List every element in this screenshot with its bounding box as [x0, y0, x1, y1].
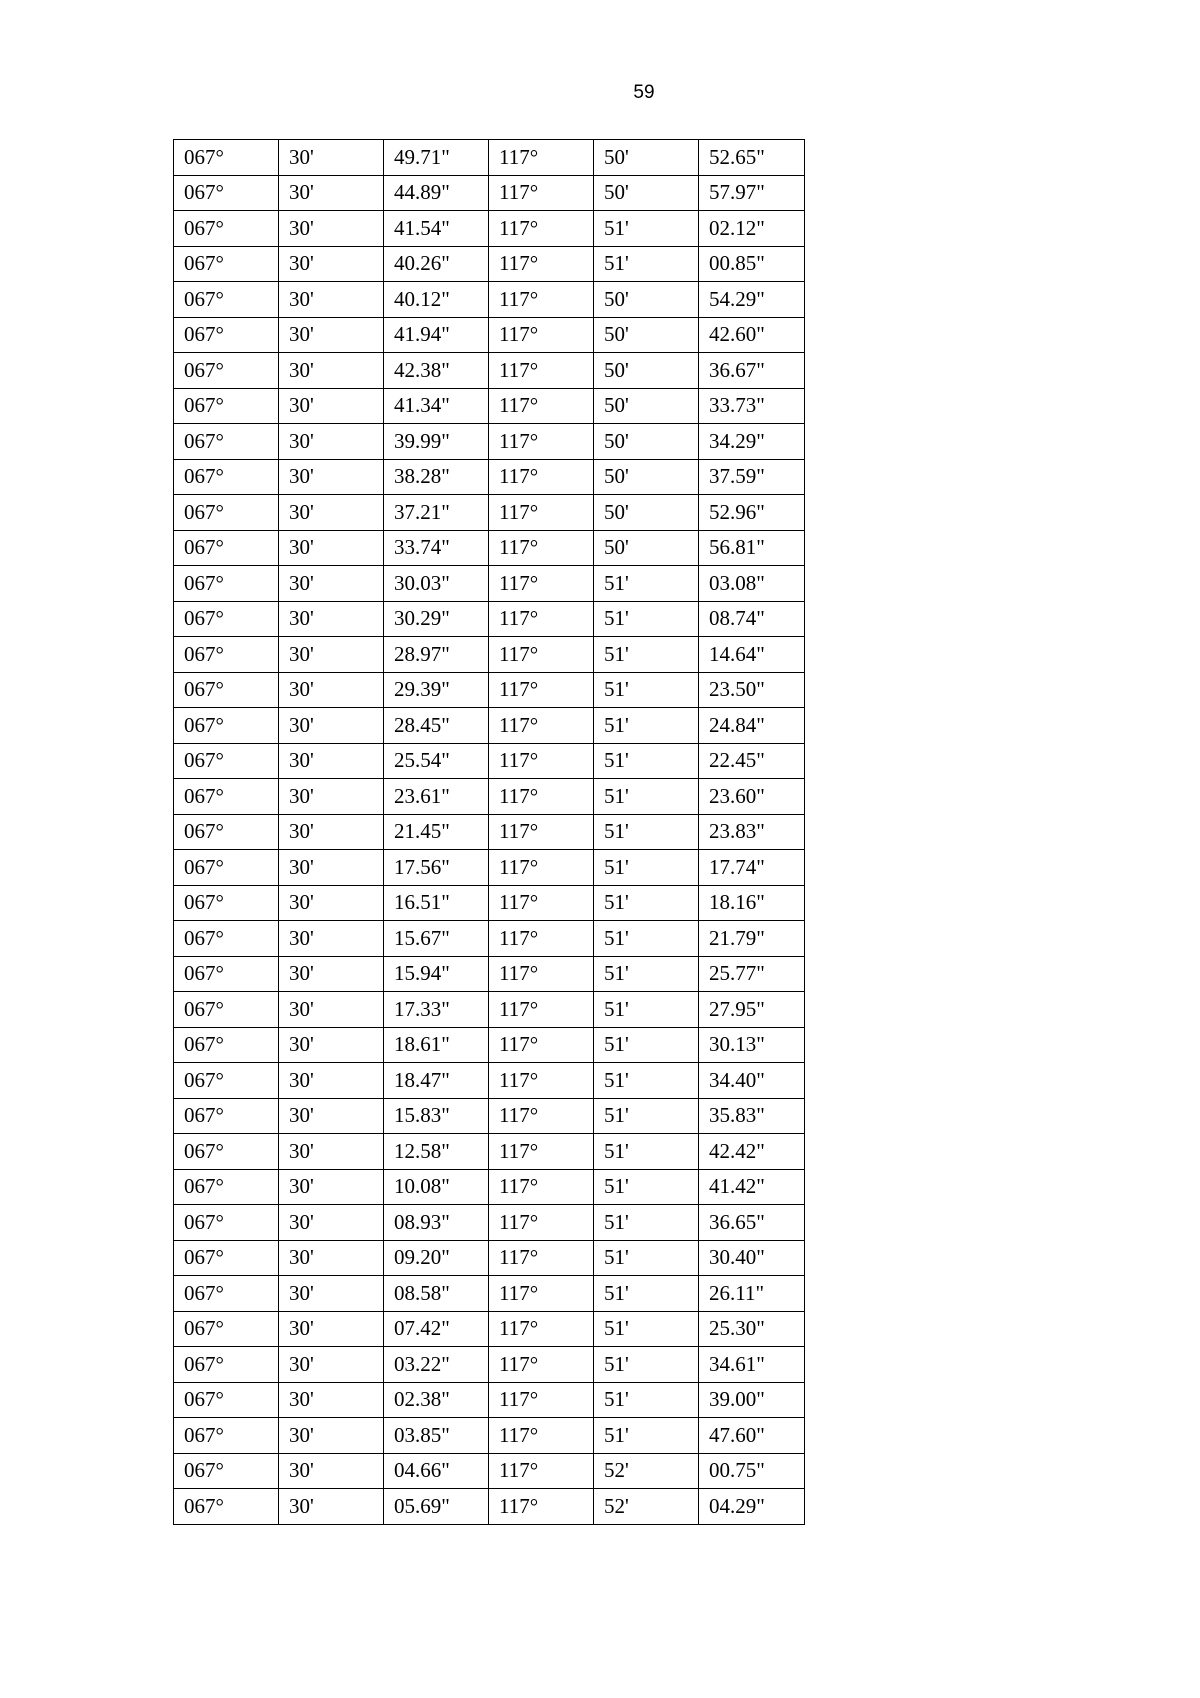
- cell-lon-degrees: 117°: [489, 1311, 594, 1347]
- cell-lat-degrees: 067°: [174, 353, 279, 389]
- cell-lon-minutes: 52': [594, 1489, 699, 1525]
- cell-lat-minutes: 30': [279, 1276, 384, 1312]
- cell-lat-seconds: 44.89": [384, 175, 489, 211]
- cell-lon-seconds: 36.67": [699, 353, 805, 389]
- cell-lat-degrees: 067°: [174, 743, 279, 779]
- cell-lon-minutes: 51': [594, 1418, 699, 1454]
- cell-lat-seconds: 42.38": [384, 353, 489, 389]
- table-row: [174, 992, 805, 1028]
- cell-lon-seconds: 22.45": [699, 743, 805, 779]
- table-row: [174, 495, 805, 531]
- cell-lat-seconds: 41.34": [384, 388, 489, 424]
- cell-lat-minutes: 30': [279, 388, 384, 424]
- cell-lon-seconds: 23.50": [699, 672, 805, 708]
- cell-lon-minutes: 50': [594, 530, 699, 566]
- cell-lon-degrees: 117°: [489, 1169, 594, 1205]
- cell-lat-degrees: 067°: [174, 175, 279, 211]
- cell-lon-degrees: 117°: [489, 388, 594, 424]
- cell-lat-minutes: 30': [279, 1489, 384, 1525]
- cell-lat-degrees: 067°: [174, 956, 279, 992]
- cell-lon-degrees: 117°: [489, 459, 594, 495]
- cell-lat-degrees: 067°: [174, 424, 279, 460]
- cell-lat-seconds: 40.12": [384, 282, 489, 318]
- cell-lon-minutes: 51': [594, 814, 699, 850]
- cell-lon-seconds: 35.83": [699, 1098, 805, 1134]
- cell-lat-minutes: 30': [279, 1418, 384, 1454]
- cell-lat-minutes: 30': [279, 814, 384, 850]
- table-row: [174, 424, 805, 460]
- cell-lat-minutes: 30': [279, 992, 384, 1028]
- cell-lon-degrees: 117°: [489, 246, 594, 282]
- cell-lat-seconds: 39.99": [384, 424, 489, 460]
- table-row: [174, 211, 805, 247]
- cell-lon-seconds: 21.79": [699, 921, 805, 957]
- cell-lon-seconds: 00.85": [699, 246, 805, 282]
- cell-lat-minutes: 30': [279, 424, 384, 460]
- cell-lon-minutes: 51': [594, 921, 699, 957]
- cell-lat-minutes: 30': [279, 601, 384, 637]
- cell-lon-minutes: 51': [594, 1347, 699, 1383]
- table-row: [174, 1489, 805, 1525]
- table-row: [174, 743, 805, 779]
- cell-lon-minutes: 50': [594, 140, 699, 176]
- cell-lat-minutes: 30': [279, 459, 384, 495]
- cell-lat-seconds: 28.97": [384, 637, 489, 673]
- cell-lon-degrees: 117°: [489, 779, 594, 815]
- cell-lon-degrees: 117°: [489, 495, 594, 531]
- cell-lon-seconds: 00.75": [699, 1453, 805, 1489]
- table-row: [174, 1418, 805, 1454]
- cell-lat-seconds: 03.85": [384, 1418, 489, 1454]
- cell-lon-degrees: 117°: [489, 814, 594, 850]
- cell-lat-minutes: 30': [279, 921, 384, 957]
- cell-lon-minutes: 51': [594, 850, 699, 886]
- cell-lon-degrees: 117°: [489, 424, 594, 460]
- cell-lon-seconds: 25.30": [699, 1311, 805, 1347]
- cell-lat-seconds: 03.22": [384, 1347, 489, 1383]
- cell-lat-minutes: 30': [279, 1027, 384, 1063]
- cell-lat-degrees: 067°: [174, 1134, 279, 1170]
- cell-lat-minutes: 30': [279, 1134, 384, 1170]
- cell-lat-minutes: 30': [279, 1453, 384, 1489]
- cell-lat-minutes: 30': [279, 282, 384, 318]
- cell-lon-minutes: 51': [594, 779, 699, 815]
- table-row: [174, 1347, 805, 1383]
- table-row: [174, 1382, 805, 1418]
- cell-lon-seconds: 42.42": [699, 1134, 805, 1170]
- cell-lon-minutes: 51': [594, 1311, 699, 1347]
- cell-lat-minutes: 30': [279, 1063, 384, 1099]
- cell-lon-seconds: 37.59": [699, 459, 805, 495]
- cell-lon-seconds: 30.40": [699, 1240, 805, 1276]
- cell-lon-seconds: 41.42": [699, 1169, 805, 1205]
- cell-lat-seconds: 28.45": [384, 708, 489, 744]
- coordinates-table: [173, 139, 805, 1525]
- cell-lon-minutes: 50': [594, 175, 699, 211]
- cell-lat-seconds: 18.47": [384, 1063, 489, 1099]
- cell-lon-degrees: 117°: [489, 317, 594, 353]
- cell-lat-seconds: 30.29": [384, 601, 489, 637]
- cell-lon-minutes: 51': [594, 1240, 699, 1276]
- table-row: [174, 388, 805, 424]
- cell-lon-degrees: 117°: [489, 601, 594, 637]
- cell-lon-seconds: 54.29": [699, 282, 805, 318]
- cell-lon-degrees: 117°: [489, 1418, 594, 1454]
- cell-lat-seconds: 37.21": [384, 495, 489, 531]
- table-row: [174, 1240, 805, 1276]
- table-row: [174, 814, 805, 850]
- cell-lat-minutes: 30': [279, 1382, 384, 1418]
- table-row: [174, 353, 805, 389]
- cell-lat-seconds: 21.45": [384, 814, 489, 850]
- cell-lon-minutes: 52': [594, 1453, 699, 1489]
- table-row: [174, 1134, 805, 1170]
- table-row: [174, 530, 805, 566]
- table-row: [174, 1027, 805, 1063]
- cell-lon-seconds: 36.65": [699, 1205, 805, 1241]
- cell-lon-degrees: 117°: [489, 1134, 594, 1170]
- cell-lon-minutes: 51': [594, 992, 699, 1028]
- cell-lat-degrees: 067°: [174, 1347, 279, 1383]
- cell-lon-seconds: 23.60": [699, 779, 805, 815]
- cell-lon-degrees: 117°: [489, 1347, 594, 1383]
- cell-lat-minutes: 30': [279, 1169, 384, 1205]
- cell-lon-seconds: 02.12": [699, 211, 805, 247]
- cell-lon-degrees: 117°: [489, 282, 594, 318]
- cell-lat-degrees: 067°: [174, 211, 279, 247]
- table-row: [174, 850, 805, 886]
- cell-lat-seconds: 08.58": [384, 1276, 489, 1312]
- cell-lat-degrees: 067°: [174, 921, 279, 957]
- cell-lon-degrees: 117°: [489, 850, 594, 886]
- cell-lat-minutes: 30': [279, 850, 384, 886]
- cell-lat-degrees: 067°: [174, 388, 279, 424]
- table-row: [174, 672, 805, 708]
- cell-lat-minutes: 30': [279, 211, 384, 247]
- table-row: [174, 140, 805, 176]
- cell-lon-degrees: 117°: [489, 672, 594, 708]
- cell-lon-degrees: 117°: [489, 211, 594, 247]
- cell-lon-seconds: 23.83": [699, 814, 805, 850]
- table-row: [174, 459, 805, 495]
- cell-lat-degrees: 067°: [174, 814, 279, 850]
- cell-lat-minutes: 30': [279, 743, 384, 779]
- cell-lat-minutes: 30': [279, 1205, 384, 1241]
- cell-lat-minutes: 30': [279, 140, 384, 176]
- cell-lat-degrees: 067°: [174, 140, 279, 176]
- cell-lon-minutes: 51': [594, 1276, 699, 1312]
- cell-lon-minutes: 50': [594, 282, 699, 318]
- cell-lon-seconds: 52.96": [699, 495, 805, 531]
- cell-lat-seconds: 15.67": [384, 921, 489, 957]
- cell-lon-degrees: 117°: [489, 175, 594, 211]
- cell-lat-seconds: 09.20": [384, 1240, 489, 1276]
- cell-lat-minutes: 30': [279, 1240, 384, 1276]
- cell-lon-minutes: 51': [594, 885, 699, 921]
- table-row: [174, 282, 805, 318]
- cell-lon-seconds: 27.95": [699, 992, 805, 1028]
- table-row: [174, 779, 805, 815]
- cell-lon-seconds: 25.77": [699, 956, 805, 992]
- cell-lat-seconds: 30.03": [384, 566, 489, 602]
- cell-lat-minutes: 30': [279, 495, 384, 531]
- cell-lat-seconds: 29.39": [384, 672, 489, 708]
- cell-lat-degrees: 067°: [174, 850, 279, 886]
- cell-lat-degrees: 067°: [174, 1418, 279, 1454]
- cell-lon-minutes: 51': [594, 1382, 699, 1418]
- cell-lat-minutes: 30': [279, 175, 384, 211]
- cell-lon-seconds: 39.00": [699, 1382, 805, 1418]
- cell-lat-minutes: 30': [279, 530, 384, 566]
- cell-lat-degrees: 067°: [174, 1098, 279, 1134]
- cell-lat-degrees: 067°: [174, 1382, 279, 1418]
- cell-lon-seconds: 57.97": [699, 175, 805, 211]
- cell-lon-minutes: 50': [594, 424, 699, 460]
- cell-lat-seconds: 12.58": [384, 1134, 489, 1170]
- cell-lon-degrees: 117°: [489, 956, 594, 992]
- cell-lat-degrees: 067°: [174, 1027, 279, 1063]
- cell-lon-seconds: 34.29": [699, 424, 805, 460]
- cell-lon-seconds: 42.60": [699, 317, 805, 353]
- cell-lon-degrees: 117°: [489, 530, 594, 566]
- cell-lon-degrees: 117°: [489, 1453, 594, 1489]
- cell-lat-seconds: 10.08": [384, 1169, 489, 1205]
- cell-lat-degrees: 067°: [174, 885, 279, 921]
- cell-lon-seconds: 56.81": [699, 530, 805, 566]
- cell-lon-minutes: 50': [594, 388, 699, 424]
- cell-lon-seconds: 14.64": [699, 637, 805, 673]
- cell-lat-degrees: 067°: [174, 1489, 279, 1525]
- table-row: [174, 1169, 805, 1205]
- cell-lon-degrees: 117°: [489, 566, 594, 602]
- cell-lat-seconds: 05.69": [384, 1489, 489, 1525]
- table-row: [174, 708, 805, 744]
- cell-lat-degrees: 067°: [174, 708, 279, 744]
- cell-lat-seconds: 08.93": [384, 1205, 489, 1241]
- cell-lon-degrees: 117°: [489, 1205, 594, 1241]
- cell-lat-seconds: 15.83": [384, 1098, 489, 1134]
- cell-lat-seconds: 18.61": [384, 1027, 489, 1063]
- cell-lat-degrees: 067°: [174, 1063, 279, 1099]
- table-row: [174, 246, 805, 282]
- cell-lat-seconds: 17.33": [384, 992, 489, 1028]
- cell-lon-degrees: 117°: [489, 1240, 594, 1276]
- cell-lon-seconds: 34.40": [699, 1063, 805, 1099]
- cell-lat-seconds: 33.74": [384, 530, 489, 566]
- cell-lat-minutes: 30': [279, 637, 384, 673]
- cell-lon-minutes: 50': [594, 495, 699, 531]
- cell-lat-degrees: 067°: [174, 1311, 279, 1347]
- cell-lon-degrees: 117°: [489, 708, 594, 744]
- cell-lon-seconds: 03.08": [699, 566, 805, 602]
- cell-lat-degrees: 067°: [174, 1240, 279, 1276]
- table-row: [174, 566, 805, 602]
- cell-lon-seconds: 34.61": [699, 1347, 805, 1383]
- cell-lat-seconds: 07.42": [384, 1311, 489, 1347]
- cell-lon-minutes: 51': [594, 708, 699, 744]
- cell-lon-degrees: 117°: [489, 1276, 594, 1312]
- cell-lon-seconds: 24.84": [699, 708, 805, 744]
- table-row: [174, 175, 805, 211]
- cell-lon-degrees: 117°: [489, 637, 594, 673]
- cell-lon-minutes: 51': [594, 1098, 699, 1134]
- table-row: [174, 1098, 805, 1134]
- cell-lat-degrees: 067°: [174, 495, 279, 531]
- table-row: [174, 1453, 805, 1489]
- cell-lat-degrees: 067°: [174, 1453, 279, 1489]
- cell-lon-minutes: 51': [594, 1169, 699, 1205]
- cell-lon-degrees: 117°: [489, 140, 594, 176]
- cell-lon-seconds: 30.13": [699, 1027, 805, 1063]
- cell-lon-seconds: 33.73": [699, 388, 805, 424]
- cell-lat-seconds: 49.71": [384, 140, 489, 176]
- cell-lon-degrees: 117°: [489, 743, 594, 779]
- cell-lat-degrees: 067°: [174, 1276, 279, 1312]
- cell-lat-seconds: 15.94": [384, 956, 489, 992]
- table-row: [174, 956, 805, 992]
- cell-lon-seconds: 52.65": [699, 140, 805, 176]
- cell-lon-minutes: 51': [594, 672, 699, 708]
- cell-lat-seconds: 41.54": [384, 211, 489, 247]
- cell-lat-degrees: 067°: [174, 246, 279, 282]
- cell-lat-seconds: 02.38": [384, 1382, 489, 1418]
- cell-lat-minutes: 30': [279, 317, 384, 353]
- cell-lat-minutes: 30': [279, 885, 384, 921]
- cell-lat-minutes: 30': [279, 672, 384, 708]
- cell-lat-minutes: 30': [279, 779, 384, 815]
- cell-lon-seconds: 47.60": [699, 1418, 805, 1454]
- cell-lon-degrees: 117°: [489, 1382, 594, 1418]
- cell-lon-minutes: 51': [594, 1205, 699, 1241]
- cell-lon-seconds: 04.29": [699, 1489, 805, 1525]
- cell-lon-degrees: 117°: [489, 992, 594, 1028]
- cell-lon-minutes: 50': [594, 317, 699, 353]
- cell-lon-minutes: 51': [594, 1027, 699, 1063]
- cell-lat-minutes: 30': [279, 1098, 384, 1134]
- cell-lat-minutes: 30': [279, 353, 384, 389]
- cell-lat-seconds: 16.51": [384, 885, 489, 921]
- coordinates-table-body: [174, 140, 805, 1525]
- table-row: [174, 1205, 805, 1241]
- cell-lat-minutes: 30': [279, 246, 384, 282]
- cell-lat-degrees: 067°: [174, 601, 279, 637]
- cell-lon-degrees: 117°: [489, 921, 594, 957]
- table-row: [174, 885, 805, 921]
- table-row: [174, 317, 805, 353]
- cell-lon-seconds: 26.11": [699, 1276, 805, 1312]
- cell-lon-degrees: 117°: [489, 353, 594, 389]
- cell-lat-seconds: 38.28": [384, 459, 489, 495]
- cell-lon-minutes: 51': [594, 1063, 699, 1099]
- table-row: [174, 637, 805, 673]
- table-row: [174, 1063, 805, 1099]
- cell-lat-degrees: 067°: [174, 566, 279, 602]
- cell-lon-degrees: 117°: [489, 1489, 594, 1525]
- table-row: [174, 1276, 805, 1312]
- cell-lat-degrees: 067°: [174, 992, 279, 1028]
- table-row: [174, 921, 805, 957]
- cell-lat-minutes: 30': [279, 956, 384, 992]
- cell-lon-minutes: 51': [594, 956, 699, 992]
- cell-lon-minutes: 51': [594, 1134, 699, 1170]
- cell-lat-minutes: 30': [279, 1347, 384, 1383]
- cell-lon-minutes: 51': [594, 637, 699, 673]
- cell-lon-seconds: 17.74": [699, 850, 805, 886]
- cell-lat-degrees: 067°: [174, 282, 279, 318]
- cell-lat-degrees: 067°: [174, 459, 279, 495]
- cell-lat-minutes: 30': [279, 1311, 384, 1347]
- cell-lat-degrees: 067°: [174, 317, 279, 353]
- cell-lon-degrees: 117°: [489, 1027, 594, 1063]
- page-number: 59: [633, 82, 655, 103]
- cell-lat-degrees: 067°: [174, 530, 279, 566]
- cell-lat-seconds: 25.54": [384, 743, 489, 779]
- cell-lon-seconds: 08.74": [699, 601, 805, 637]
- cell-lon-minutes: 51': [594, 566, 699, 602]
- cell-lat-degrees: 067°: [174, 672, 279, 708]
- cell-lon-degrees: 117°: [489, 885, 594, 921]
- cell-lon-minutes: 51': [594, 246, 699, 282]
- cell-lon-minutes: 51': [594, 211, 699, 247]
- cell-lat-minutes: 30': [279, 566, 384, 602]
- cell-lat-degrees: 067°: [174, 1169, 279, 1205]
- cell-lon-degrees: 117°: [489, 1098, 594, 1134]
- cell-lat-degrees: 067°: [174, 1205, 279, 1241]
- cell-lat-degrees: 067°: [174, 779, 279, 815]
- table-row: [174, 1311, 805, 1347]
- cell-lon-minutes: 51': [594, 601, 699, 637]
- cell-lat-degrees: 067°: [174, 637, 279, 673]
- cell-lon-minutes: 50': [594, 353, 699, 389]
- cell-lon-seconds: 18.16": [699, 885, 805, 921]
- cell-lat-seconds: 40.26": [384, 246, 489, 282]
- cell-lon-minutes: 51': [594, 743, 699, 779]
- cell-lat-minutes: 30': [279, 708, 384, 744]
- table-row: [174, 601, 805, 637]
- cell-lon-minutes: 50': [594, 459, 699, 495]
- cell-lat-seconds: 41.94": [384, 317, 489, 353]
- cell-lat-seconds: 04.66": [384, 1453, 489, 1489]
- cell-lat-seconds: 23.61": [384, 779, 489, 815]
- cell-lon-degrees: 117°: [489, 1063, 594, 1099]
- cell-lat-seconds: 17.56": [384, 850, 489, 886]
